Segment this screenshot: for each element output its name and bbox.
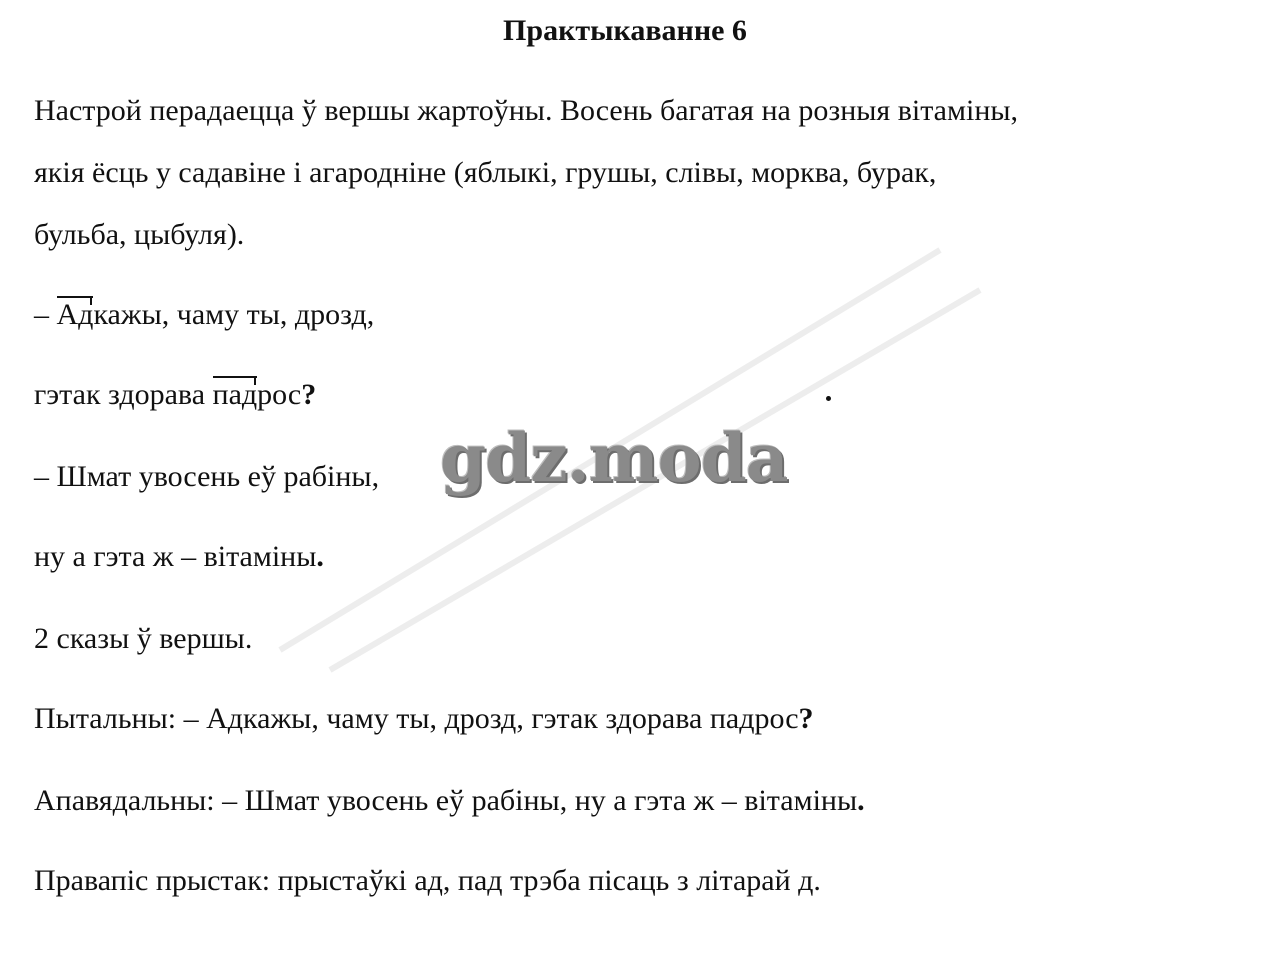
- poem-line-3: – Шмат увосень еў рабіны,: [34, 460, 380, 493]
- poem-line-4-text: ну а гэта ж – вітаміны: [34, 540, 317, 573]
- paragraph-line-1: Настрой перадаецца ў вершы жартоўны. Восень багатая на розныя вітаміны,: [34, 94, 1019, 127]
- watermark-logo: gdz.moda: [440, 419, 788, 497]
- prefix-marked-pad: пад: [213, 376, 258, 414]
- declarative-text: Апавядальны: – Шмат увосень еў рабіны, ну а гэта ж – вітаміны: [34, 784, 858, 817]
- paragraph-line-2: якія ёсць у садавіне і агародніне (яблыкі, грушы, слівы, морква, бурак,: [34, 156, 937, 189]
- declarative-sentence: [34, 782, 865, 820]
- poem-line-2-start: гэтак здорава: [34, 378, 213, 411]
- poem-line-2-rest: рос: [257, 378, 302, 411]
- dash: –: [34, 298, 57, 331]
- spelling-rule: Правапіс прыстак: прыстаўкі ад, пад трэба пісаць з літарай д.: [34, 864, 821, 897]
- period-mark: .: [316, 540, 324, 573]
- page-title: Практыкаванне 6: [503, 14, 747, 47]
- poem-line-1-rest: кажы, чаму ты, дрозд,: [93, 298, 375, 331]
- interrogative-text: Пытальны: – Адкажы, чаму ты, дрозд, гэтак здорава падрос: [34, 702, 799, 735]
- interrogative-mark: ?: [798, 702, 814, 735]
- stray-dot: [826, 396, 831, 401]
- declarative-mark: .: [857, 784, 865, 817]
- poem-line-4: [34, 538, 324, 576]
- sentence-count: 2 сказы ў вершы.: [34, 622, 253, 655]
- prefix-marked-ad: Ад: [57, 296, 94, 334]
- poem-line-1: [34, 296, 374, 334]
- poem-line-2: [34, 376, 316, 414]
- paragraph-line-3: бульба, цыбуля).: [34, 218, 245, 251]
- question-mark: ?: [301, 378, 317, 411]
- interrogative-sentence: [34, 700, 814, 738]
